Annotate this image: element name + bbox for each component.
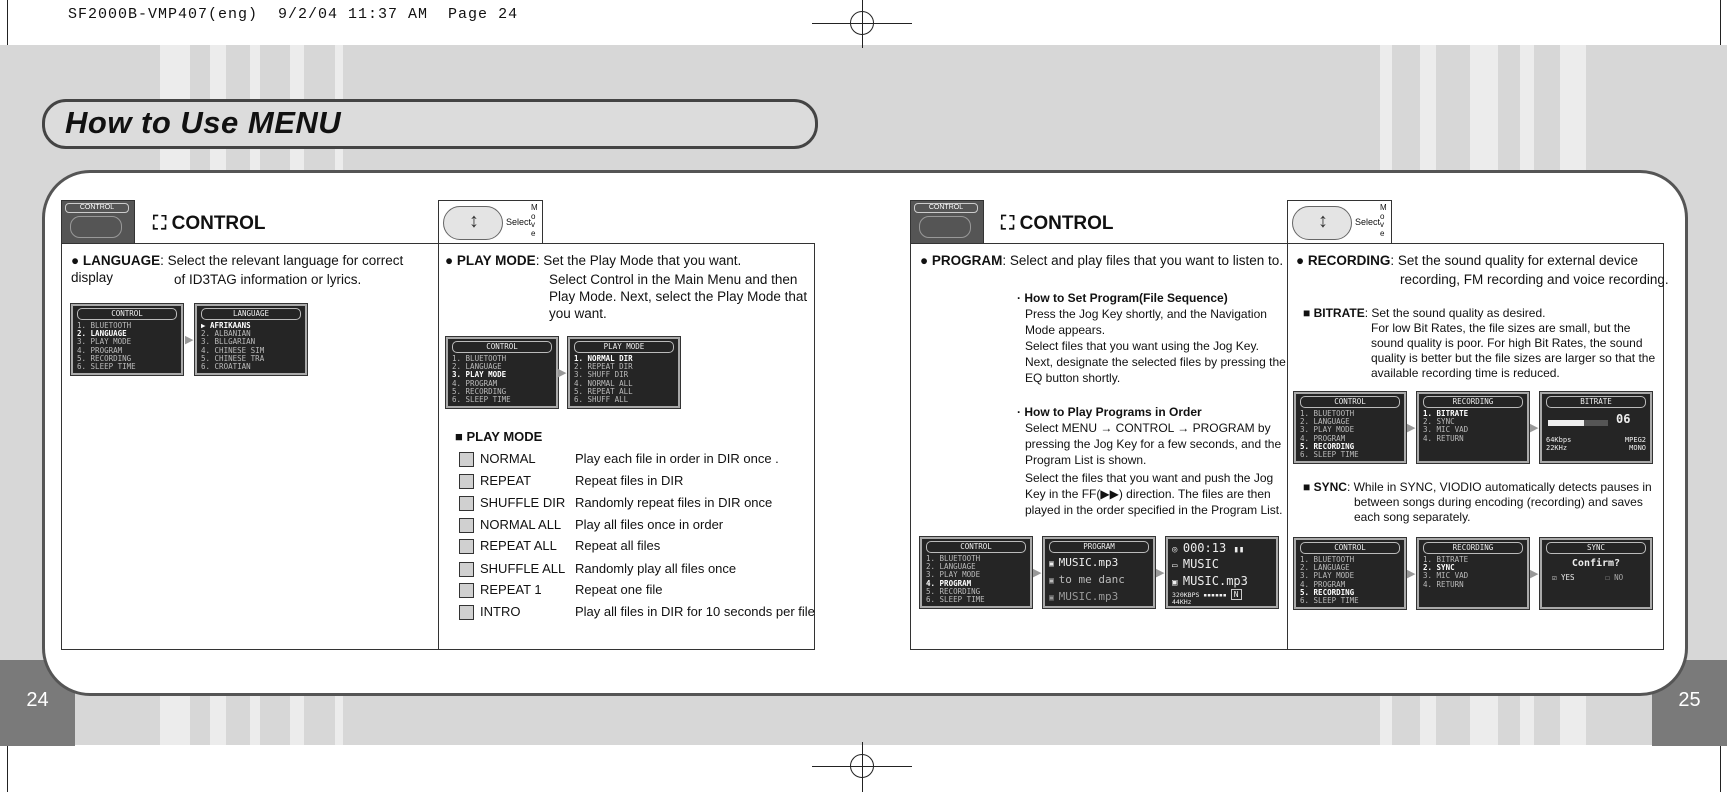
- lcd-item: 4. PROGRAM: [452, 378, 498, 388]
- playmode-table-title: ■ PLAY MODE: [455, 429, 543, 444]
- folder-icon: ▭: [1172, 561, 1183, 571]
- mode-name: SHUFFLE ALL: [480, 561, 566, 576]
- repeat-all-icon: [459, 539, 474, 554]
- file-icon: ▣: [1049, 576, 1059, 585]
- bitrate-info: 64Kbps MPEG2 22KHz MONO: [1546, 436, 1646, 452]
- shuffle-all-icon: [459, 562, 474, 577]
- file-icon: ▣: [1172, 578, 1183, 588]
- registration-mark: [850, 754, 874, 778]
- sync-options: [1546, 572, 1646, 584]
- battery-icon: ▮▮: [1233, 545, 1245, 555]
- play-program-line: Key in the FF(▶▶) direction. The files are then: [1025, 487, 1271, 501]
- mode-name: REPEAT ALL: [480, 538, 557, 553]
- lcd-header: CONTROL: [1300, 542, 1400, 554]
- crop-mark: [1720, 0, 1721, 45]
- lcd-item: 5. RECORDING: [926, 586, 981, 596]
- lcd-item: 3. MIC VAD: [1423, 425, 1469, 435]
- set-program-line: Next, designate the selected files by pressing the: [1025, 355, 1286, 369]
- play-time-row: ◎ 000:13 ▮▮: [1172, 541, 1245, 555]
- square-bullet-icon: ■: [1303, 480, 1314, 494]
- lcd-item: 6. SHUFF ALL: [574, 395, 629, 405]
- intro-icon: [459, 605, 474, 620]
- play-program-line: pressing the Jog Key for a few seconds, and the: [1025, 437, 1282, 451]
- crop-mark: [7, 745, 8, 792]
- recording-term: RECORDING: [1307, 253, 1391, 268]
- play-program-title: · How to Play Programs in Order: [1017, 405, 1202, 419]
- play-program-line: Program List is shown.: [1025, 453, 1147, 467]
- thumb-label: CONTROL: [65, 203, 129, 213]
- set-program-title: · How to Set Program(File Sequence): [1017, 291, 1228, 305]
- program-term: PROGRAM: [931, 253, 1003, 268]
- lcd-item: 6. CROATIAN: [201, 362, 251, 372]
- page-title: How to Use MENU: [65, 105, 342, 140]
- lcd-item: 4. CHINESE SIM: [201, 345, 265, 355]
- title-bar: [42, 99, 818, 149]
- lcd-item: 3. PLAY MODE: [77, 337, 132, 347]
- sync-line: each song separately.: [1354, 510, 1471, 524]
- lcd-item: 2. ALBANIAN: [201, 329, 251, 339]
- program-file: ▣ MUSIC.mp3: [1049, 590, 1119, 603]
- lcd-playmode-menu: [568, 337, 680, 408]
- playmode-text: : Set the Play Mode that you want.: [535, 253, 742, 268]
- lcd-item: 6. SLEEP TIME: [1300, 450, 1359, 460]
- lcd-header: SYNC: [1546, 542, 1646, 554]
- playmode-text-line: you want.: [549, 306, 607, 321]
- lcd-item: 1. BITRATE: [1423, 555, 1469, 564]
- repeat-one-icon: [459, 583, 474, 598]
- lcd-control-menu: [446, 337, 558, 408]
- lcd-item: 3. BLLGARIAN: [201, 337, 256, 347]
- print-header: SF2000B-VMP407(eng) 9/2/04 11:37 AM Page 24: [68, 6, 519, 23]
- mode-name: SHUFFLE DIR: [480, 495, 566, 510]
- lcd-item: 4. PROGRAM: [1300, 579, 1346, 589]
- bitrate-value: 06: [1616, 412, 1631, 426]
- arrow-right-icon: ▶: [1156, 567, 1165, 579]
- square-bullet-icon: ■: [1303, 306, 1314, 320]
- bullet-icon: ●: [71, 253, 83, 268]
- bitrate-slider-fill: [1548, 420, 1584, 426]
- set-program-line: Press the Jog Key shortly, and the Navigation: [1025, 307, 1267, 321]
- mode-desc: Repeat one file: [575, 582, 663, 597]
- square-bullet-icon: ■: [455, 429, 467, 444]
- lcd-item: 3. PLAY MODE: [1300, 571, 1355, 581]
- lcd-item: 1. BLUETOOTH: [77, 321, 132, 330]
- control-menu-thumbnail: [61, 200, 135, 244]
- sync-yes-option: ☑ YES: [1552, 573, 1575, 582]
- crop-mark: [1720, 745, 1721, 792]
- sync-line: between songs during encoding (recording) and saves: [1354, 495, 1643, 509]
- lcd-item-selected: 1. BITRATE: [1423, 409, 1469, 418]
- lcd-item: 5. RECORDING: [452, 386, 507, 396]
- program-description: [920, 253, 1286, 270]
- recording-text-cont: recording, FM recording and voice recording.: [1400, 272, 1669, 287]
- lcd-header: LANGUAGE: [201, 308, 301, 320]
- lcd-recording-menu: [1417, 392, 1529, 463]
- bitrate-slider: [1548, 420, 1608, 426]
- mode-desc: Repeat all files: [575, 538, 661, 553]
- jog-key-icon: ↕: [1292, 206, 1352, 240]
- playmode-text-line: Select Control in the Main Menu and then: [549, 272, 798, 287]
- freq-row: 44KHz: [1172, 598, 1192, 606]
- lcd-header: RECORDING: [1423, 542, 1523, 554]
- playmode-term: PLAY MODE: [456, 253, 536, 268]
- arrow-right-icon: ▶: [185, 334, 194, 346]
- arrow-right-icon: ▶: [558, 367, 567, 379]
- set-program-line: EQ button shortly.: [1025, 371, 1121, 385]
- mode-desc: Repeat files in DIR: [575, 473, 684, 488]
- mode-name: NORMAL ALL: [480, 517, 562, 532]
- mode-name: REPEAT: [480, 473, 532, 488]
- playmode-description: [445, 253, 811, 270]
- file-row: ▣ MUSIC.mp3: [1172, 574, 1248, 588]
- sync-description: [1303, 480, 1652, 496]
- lcd-item-selected: ▶ AFRIKAANS: [201, 321, 251, 330]
- lcd-item: 2. SYNC: [1423, 417, 1455, 427]
- bitrate-line: sound quality is poor. For high Bit Rates, the sound: [1371, 336, 1643, 350]
- lcd-item: 2. LANGUAGE: [926, 562, 976, 572]
- lcd-item-selected: 1. NORMAL DIR: [574, 354, 633, 363]
- lcd-header: CONTROL: [77, 308, 177, 320]
- lcd-header: PROGRAM: [1049, 541, 1149, 553]
- select-label: Select: [506, 217, 532, 227]
- language-text-cont: of ID3TAG information or lyrics.: [174, 272, 362, 287]
- lcd-item: 4. NORMAL ALL: [574, 378, 633, 388]
- mode-name: INTRO: [480, 604, 521, 619]
- lcd-item: 3. SHUFF DIR: [574, 370, 629, 380]
- bitrate-term: BITRATE: [1313, 306, 1365, 320]
- crop-mark: [7, 0, 8, 45]
- lcd-header: CONTROL: [452, 341, 552, 353]
- arrow-right-icon: ▶: [1033, 567, 1042, 579]
- control-menu-thumbnail: [910, 200, 984, 244]
- lcd-item: 6. SLEEP TIME: [452, 395, 511, 405]
- headphones-icon: ◎: [1172, 545, 1183, 555]
- move-label: M o v e: [1380, 203, 1387, 238]
- page-number-right: 25: [1652, 660, 1727, 746]
- mode-name: REPEAT 1: [480, 582, 542, 597]
- set-program-line: Mode appears.: [1025, 323, 1106, 337]
- page-number-left: 24: [0, 660, 75, 746]
- language-text: : Select the relevant language for correct display: [71, 253, 404, 285]
- lcd-item: 2. LANGUAGE: [1300, 563, 1350, 573]
- bullet-icon: ●: [1296, 253, 1308, 268]
- mode-desc: Play each file in order in DIR once .: [575, 451, 779, 466]
- arrow-right-icon: ▶: [1530, 568, 1539, 580]
- lcd-language-menu: [195, 304, 307, 375]
- lcd-item: 1. BLUETOOTH: [1300, 555, 1355, 564]
- lcd-item: 5. CHINESE TRA: [201, 353, 265, 363]
- play-program-line: Select the files that you want and push the Jog: [1025, 471, 1274, 485]
- set-program-line: Select files that you want using the Jog Key.: [1025, 339, 1259, 353]
- file-icon: ▣: [1049, 559, 1059, 568]
- lcd-control-menu: [1294, 538, 1406, 609]
- lcd-item: 2. REPEAT DIR: [574, 362, 633, 372]
- lcd-program-list: [1043, 537, 1155, 608]
- lcd-item-selected: 3. PLAY MODE: [452, 370, 507, 380]
- lcd-item: 6. SLEEP TIME: [77, 362, 136, 372]
- lcd-item-selected: 2. LANGUAGE: [77, 329, 127, 339]
- play-program-line: Select MENU → CONTROL → PROGRAM by: [1025, 421, 1271, 435]
- select-label: Select: [1355, 217, 1381, 227]
- lcd-item: 5. REPEAT ALL: [574, 386, 633, 396]
- lcd-header: CONTROL: [1300, 396, 1400, 408]
- section-title-right: [1001, 213, 1114, 235]
- mode-desc: Play all files in DIR for 10 seconds per file: [575, 604, 815, 619]
- lcd-bitrate-setting: [1540, 392, 1652, 463]
- registration-mark: [850, 11, 874, 35]
- lcd-item: 5. RECORDING: [77, 353, 132, 363]
- folder-row: ▭ MUSIC: [1172, 557, 1219, 571]
- lcd-item: 4. RETURN: [1423, 433, 1464, 443]
- lcd-header: CONTROL: [926, 541, 1026, 553]
- lcd-sync-confirm: [1540, 538, 1652, 609]
- lcd-control-menu: [920, 537, 1032, 608]
- lcd-item: 1. BLUETOOTH: [926, 554, 981, 563]
- program-file: ▣ to me danc: [1049, 573, 1125, 586]
- lcd-item: 4. RETURN: [1423, 579, 1464, 589]
- lcd-item: 4. PROGRAM: [1300, 433, 1346, 443]
- sync-no-option: ☐ NO: [1605, 573, 1624, 582]
- bullet-icon: ●: [445, 253, 457, 268]
- jog-remote-diagram: [438, 200, 543, 244]
- lcd-header: PLAY MODE: [574, 341, 674, 353]
- lcd-item: 1. BLUETOOTH: [452, 354, 507, 363]
- arrow-right-icon: ▶: [1407, 568, 1416, 580]
- repeat-mode-icon: [459, 474, 474, 489]
- mode-desc: Play all files once in order: [575, 517, 724, 532]
- bitrate-row: 320KBPS ▪▪▪▪▪▪ N: [1172, 591, 1272, 599]
- recording-text: : Set the sound quality for external device: [1390, 253, 1639, 268]
- thumb-label: CONTROL: [914, 203, 978, 213]
- jog-remote-diagram: [1287, 200, 1392, 244]
- bitrate-line: available recording time is reduced.: [1371, 366, 1560, 380]
- normal-mode-icon: [459, 452, 474, 467]
- bitrate-text: : Set the sound quality as desired.: [1364, 306, 1546, 320]
- device-icon: [70, 216, 122, 238]
- lcd-item-selected: 5. RECORDING: [1300, 441, 1355, 451]
- lcd-item: 1. BLUETOOTH: [1300, 409, 1355, 418]
- lcd-item-selected: 5. RECORDING: [1300, 587, 1355, 597]
- lcd-header: BITRATE: [1546, 396, 1646, 408]
- bullet-icon: ●: [920, 253, 932, 268]
- bitrate-description: [1303, 306, 1545, 322]
- section-title-left: [153, 213, 266, 235]
- playmode-text-line: Play Mode. Next, select the Play Mode that: [549, 289, 808, 304]
- lcd-item: 6. SLEEP TIME: [1300, 596, 1359, 606]
- play-program-line: played in the order specified in the Program List.: [1025, 503, 1283, 517]
- device-icon: [919, 216, 971, 238]
- bitrate-line: For low Bit Rates, the file sizes are small, but the: [1371, 321, 1631, 335]
- lcd-item: 3. PLAY MODE: [1300, 425, 1355, 435]
- lcd-item: 6. SLEEP TIME: [926, 595, 985, 605]
- normal-all-icon: [459, 518, 474, 533]
- eq-icon: ▪▪▪▪▪▪: [1203, 591, 1227, 599]
- shuffle-dir-icon: [459, 496, 474, 511]
- mode-name: NORMAL: [480, 451, 536, 466]
- lcd-item: 3. MIC VAD: [1423, 571, 1469, 581]
- lcd-control-menu: [71, 304, 183, 375]
- four-arrows-icon: ⛶: [1001, 213, 1015, 234]
- lcd-item: 2. LANGUAGE: [452, 362, 502, 372]
- program-text: : Select and play files that you want to listen to.: [1002, 253, 1284, 268]
- lcd-item-selected: 2. SYNC: [1423, 563, 1455, 573]
- lcd-now-playing: [1166, 537, 1278, 608]
- sync-confirm-text: Confirm?: [1571, 558, 1621, 569]
- lcd-header: RECORDING: [1423, 396, 1523, 408]
- section-title-text: CONTROL: [171, 213, 266, 234]
- lcd-item: 3. PLAY MODE: [926, 570, 981, 580]
- program-file: ▣ MUSIC.mp3: [1049, 556, 1119, 569]
- file-icon: ▣: [1049, 593, 1059, 602]
- lcd-item: 2. LANGUAGE: [1300, 417, 1350, 427]
- lcd-control-menu: [1294, 392, 1406, 463]
- language-term: LANGUAGE: [82, 253, 161, 268]
- bitrate-line: quality is better but the file sizes are larger so that the: [1371, 351, 1656, 365]
- bitrate-slider-row: [1546, 410, 1646, 436]
- lcd-item-selected: 4. PROGRAM: [926, 578, 972, 588]
- move-label: M o v e: [531, 203, 538, 238]
- mode-desc: Randomly repeat files in DIR once: [575, 495, 773, 510]
- recording-description: [1296, 253, 1662, 270]
- sync-term: SYNC: [1313, 480, 1347, 494]
- lcd-item: 4. PROGRAM: [77, 345, 123, 355]
- section-title-text: CONTROL: [1019, 213, 1114, 234]
- lcd-recording-menu: [1417, 538, 1529, 609]
- sync-text: : While in SYNC, VIODIO automatically detects pauses in: [1346, 480, 1652, 494]
- arrow-right-icon: ▶: [1407, 422, 1416, 434]
- four-arrows-icon: ⛶: [153, 213, 167, 234]
- jog-key-icon: ↕: [443, 206, 503, 240]
- mode-desc: Randomly play all files once: [575, 561, 737, 576]
- arrow-right-icon: ▶: [1530, 422, 1539, 434]
